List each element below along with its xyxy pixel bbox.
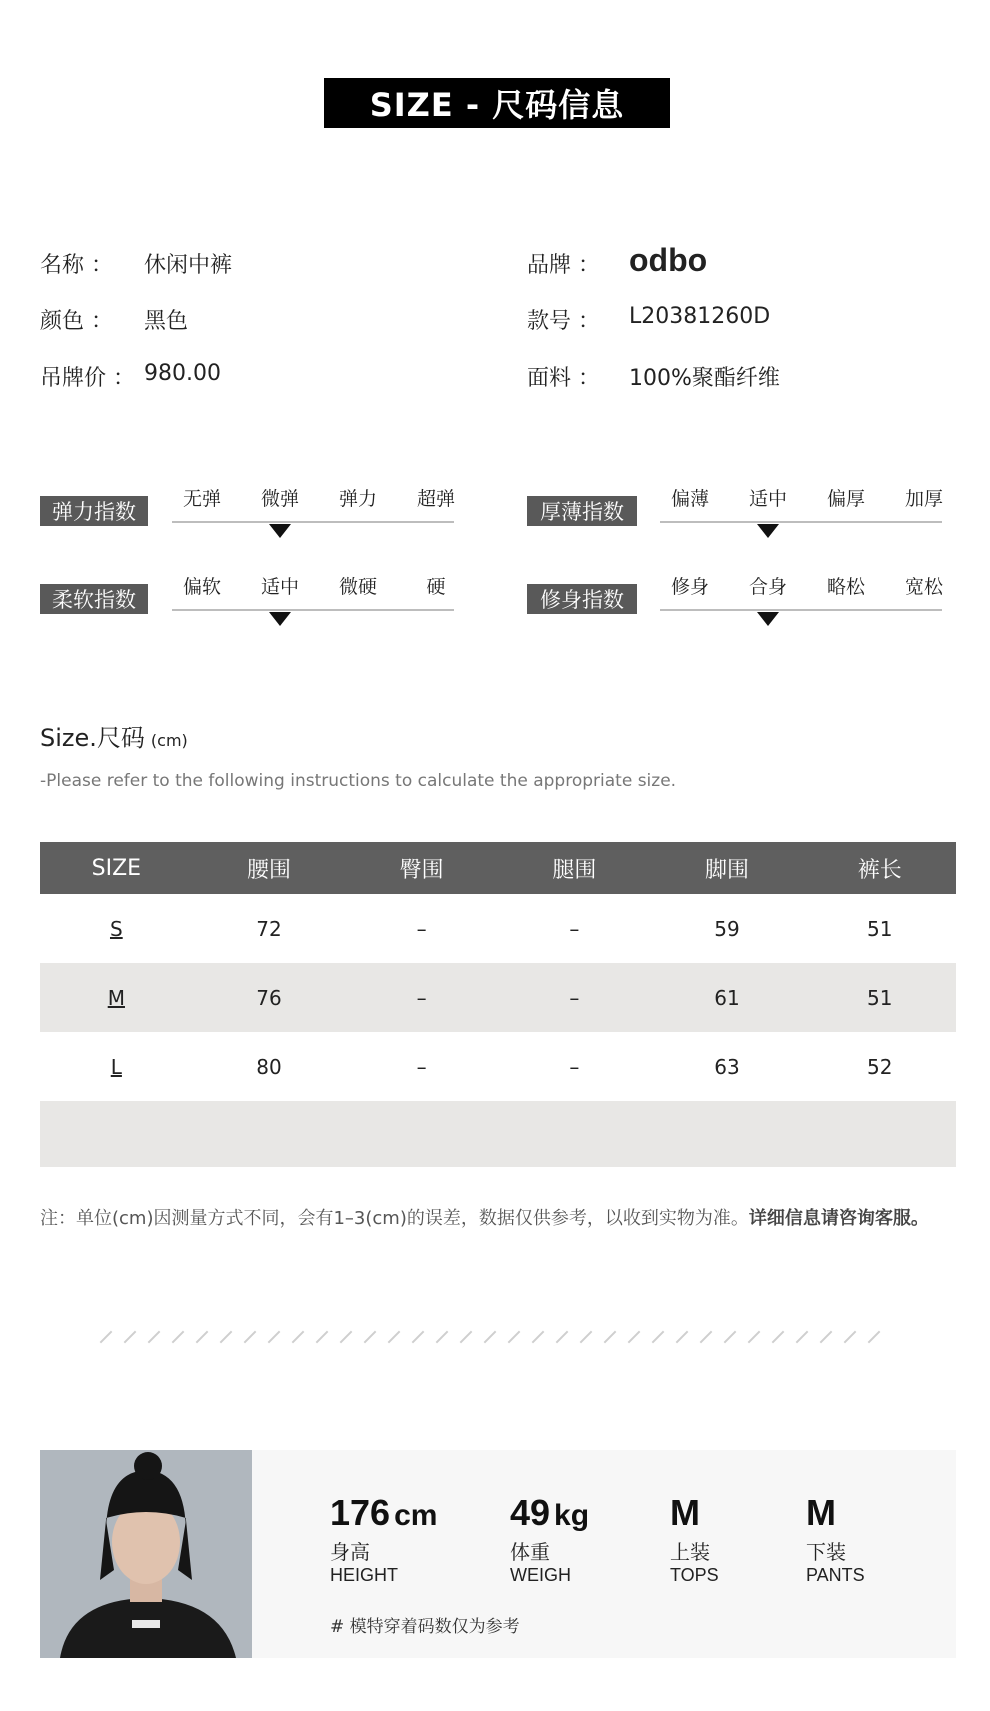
table-cell: 61: [714, 985, 740, 1010]
table-cell: –: [416, 985, 427, 1010]
elasticity-index-label: 弹力指数: [40, 496, 148, 526]
divider-dash: [628, 1331, 641, 1344]
info-color: [40, 304, 189, 335]
softness-index-label: 柔软指数: [40, 584, 148, 614]
tops-en: TOPS: [670, 1565, 719, 1585]
table-cell: –: [569, 916, 580, 941]
sku-value: L20381260D: [629, 304, 771, 329]
divider-dash: [580, 1331, 593, 1344]
scale-option: 适中: [260, 576, 299, 598]
info-brand: [527, 242, 708, 279]
model-info-panel: [40, 1450, 956, 1658]
table-cell: 72: [256, 916, 282, 941]
divider-dash: [148, 1331, 161, 1344]
divider-dash: [316, 1331, 329, 1344]
model-pants: [806, 1492, 865, 1586]
divider-dash: [292, 1331, 305, 1344]
name-label: 名称 ：: [40, 253, 113, 278]
note-text: 注：单位(cm)因测量方式不同，会有1–3(cm)的误差，数据仅供参考，以收到实物为准。: [40, 1208, 749, 1229]
header-size: SIZE: [91, 855, 142, 881]
size-heading-text: Size.尺码: [40, 724, 145, 752]
size-table: [40, 842, 956, 1167]
tops-cn: 上装: [670, 1540, 710, 1564]
table-row-empty: [40, 1101, 956, 1167]
divider-dash: [484, 1331, 497, 1344]
brand-logo: odbo: [629, 242, 708, 278]
model-weight: [510, 1492, 589, 1586]
scale-option: 偏厚: [826, 488, 865, 510]
divider-dash: [868, 1331, 881, 1344]
model-note: # 模特穿着码数仅为参考: [330, 1617, 520, 1637]
scale-line: [660, 609, 942, 611]
table-row: [40, 963, 956, 1032]
fit-index-label: 修身指数: [527, 584, 637, 614]
scale-line: [660, 521, 942, 523]
size-subtitle: -Please refer to the following instructions to calculate the appropriate size.: [40, 771, 677, 791]
divider-dash: [772, 1331, 785, 1344]
scale-marker: [757, 524, 779, 538]
divider-dash: [340, 1331, 353, 1344]
scale-option: 宽松: [904, 576, 943, 598]
divider-dash: [748, 1331, 761, 1344]
header-length: 裤长: [857, 857, 902, 883]
header-thigh: 腿围: [552, 857, 597, 883]
table-cell: 76: [256, 985, 282, 1010]
divider-dash: [196, 1331, 209, 1344]
thickness-index-label: 厚薄指数: [527, 496, 637, 526]
table-cell: –: [569, 985, 580, 1010]
size-cell: L: [110, 1054, 122, 1079]
scale-option: 合身: [748, 576, 787, 598]
scale-option: 略松: [826, 576, 865, 598]
table-cell: –: [416, 1054, 427, 1079]
scale-marker: [757, 612, 779, 626]
fit-scale: [660, 572, 942, 632]
table-cell: 52: [866, 1054, 893, 1079]
scale-option: 微硬: [338, 576, 377, 598]
scale-option: 偏软: [182, 576, 221, 598]
size-cell: S: [109, 916, 123, 941]
page-title: SIZE - 尺码信息: [324, 78, 670, 128]
divider-dash: [652, 1331, 665, 1344]
name-value: 休闲中裤: [144, 253, 233, 278]
divider-dash: [508, 1331, 521, 1344]
table-row: [40, 894, 956, 963]
divider-dash: [820, 1331, 833, 1344]
softness-scale: [172, 572, 454, 632]
table-cell: –: [416, 916, 427, 941]
info-fabric: [527, 361, 780, 392]
weight-value: 49: [510, 1492, 551, 1533]
weight-cn: 体重: [510, 1540, 550, 1564]
divider-dash: [436, 1331, 449, 1344]
size-heading-unit: (cm): [150, 731, 188, 750]
pants-en: PANTS: [806, 1565, 865, 1585]
scale-line: [172, 609, 454, 611]
divider-dash: [796, 1331, 809, 1344]
divider-dash: [676, 1331, 689, 1344]
scale-option: 修身: [670, 576, 709, 598]
height-unit: cm: [394, 1499, 438, 1532]
weight-unit: kg: [554, 1499, 590, 1532]
info-name: [40, 248, 233, 279]
model-height: [330, 1492, 437, 1586]
size-table-header: [40, 842, 956, 894]
divider-dash: [100, 1331, 113, 1344]
scale-marker: [269, 612, 291, 626]
divider-dash: [556, 1331, 569, 1344]
info-price: [40, 361, 221, 392]
color-label: 颜色 ：: [40, 309, 113, 334]
price-label: 吊牌价 ：: [40, 366, 135, 391]
scale-option: 偏薄: [670, 488, 709, 510]
table-cell: 63: [714, 1054, 740, 1079]
scale-line: [172, 521, 454, 523]
divider-dash: [412, 1331, 425, 1344]
scale-option: 超弹: [416, 488, 455, 510]
elasticity-scale: [172, 484, 454, 544]
table-cell: 51: [866, 985, 893, 1010]
scale-option: 微弹: [260, 488, 299, 510]
divider-dash: [844, 1331, 857, 1344]
divider-dash: [724, 1331, 737, 1344]
size-cell: M: [107, 985, 125, 1010]
table-row: [40, 1032, 956, 1101]
divider-dash: [172, 1331, 185, 1344]
info-sku: [527, 304, 771, 335]
divider-dash: [268, 1331, 281, 1344]
scale-option: 加厚: [904, 488, 943, 510]
thickness-scale: [660, 484, 942, 544]
height-en: HEIGHT: [330, 1565, 399, 1585]
scale-option: 无弹: [182, 488, 221, 510]
height-cn: 身高: [330, 1540, 370, 1564]
divider-dash: [532, 1331, 545, 1344]
divider-dash: [220, 1331, 233, 1344]
table-cell: –: [569, 1054, 580, 1079]
divider-dash: [124, 1331, 137, 1344]
color-value: 黑色: [144, 309, 189, 334]
sku-label: 款号 ：: [527, 309, 600, 334]
price-value: 980.00: [144, 361, 221, 386]
fabric-label: 面料 ：: [527, 366, 600, 391]
table-cell: 59: [714, 916, 740, 941]
dashed-divider: [98, 1330, 898, 1344]
header-waist: 腰围: [247, 857, 292, 883]
size-heading: [40, 718, 188, 753]
scale-option: 适中: [748, 488, 787, 510]
measurement-note: [40, 1204, 929, 1230]
model-tops: [670, 1492, 719, 1586]
tops-value: M: [670, 1492, 700, 1533]
brand-label: 品牌 ：: [527, 253, 600, 278]
scale-option: 弹力: [338, 488, 377, 510]
note-bold-text: 详细信息请咨询客服。: [748, 1208, 929, 1229]
table-cell: 80: [256, 1054, 282, 1079]
fabric-value: 100%聚酯纤维: [629, 366, 780, 391]
header-hem: 脚围: [705, 857, 750, 883]
divider-dash: [700, 1331, 713, 1344]
header-hip: 臀围: [399, 857, 444, 883]
scale-marker: [269, 524, 291, 538]
divider-dash: [604, 1331, 617, 1344]
model-photo: [40, 1450, 252, 1658]
divider-dash: [244, 1331, 257, 1344]
divider-dash: [460, 1331, 473, 1344]
scale-option: 硬: [426, 576, 446, 598]
height-value: 176: [330, 1492, 391, 1533]
pants-cn: 下装: [806, 1540, 846, 1564]
weight-en: WEIGH: [510, 1565, 571, 1585]
pants-value: M: [806, 1492, 836, 1533]
table-cell: 51: [866, 916, 893, 941]
divider-dash: [388, 1331, 401, 1344]
divider-dash: [364, 1331, 377, 1344]
